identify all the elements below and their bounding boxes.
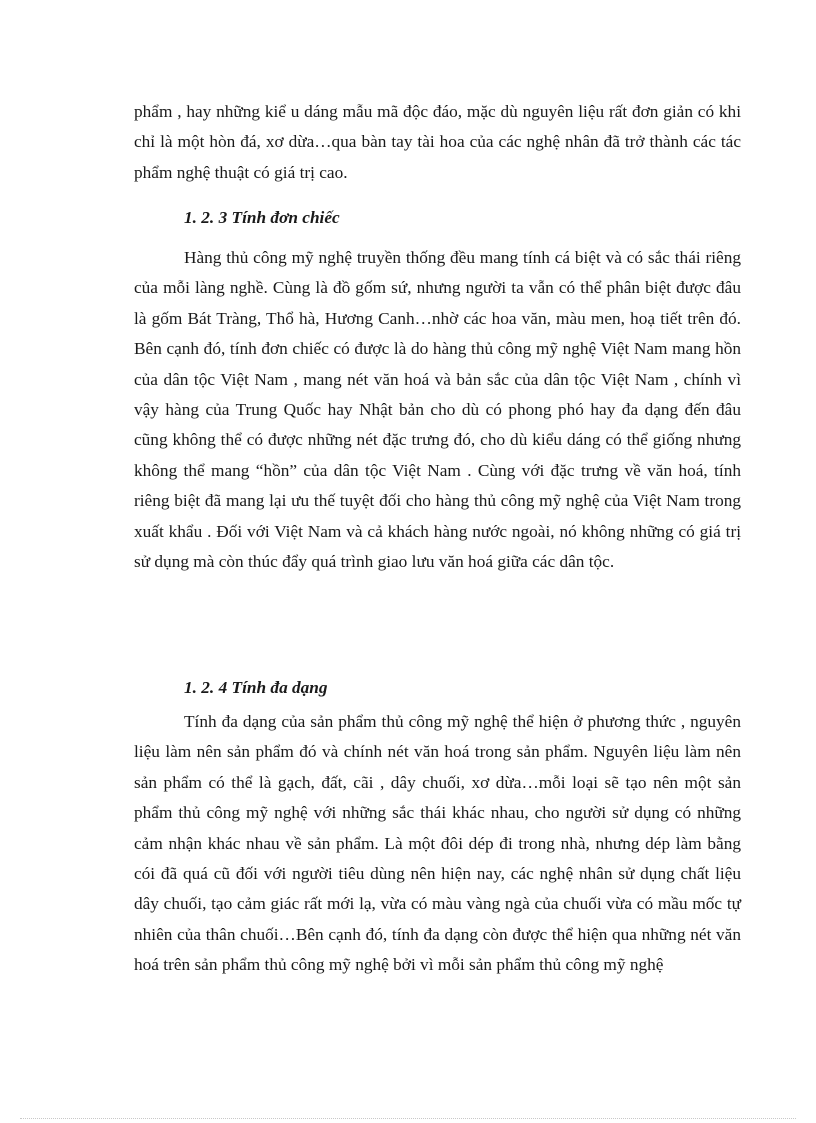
section-heading-1-2-3: 1. 2. 3 Tính đơn chiếc [184, 208, 340, 227]
paragraph-continuation [134, 97, 741, 188]
paragraph-tinh-don-chiec [134, 243, 741, 577]
paragraph-2-text: Hàng thủ công mỹ nghệ truyền thống đều mang tính cá biệt và có sắc thái riêng của mỗi làng nghề. Cùng là đồ gốm sứ, nhưng người ta vẫn có thể phân biệt được đâu là gốm Bát Tràng, Thổ hà, Hương Canh…nhờ các hoa văn, màu men, hoạ tiết trên đó. Bên cạnh đó, tính đơn chiếc có được là do hàng thủ công mỹ nghệ Việt Nam mang hồn của dân tộc Việt Nam , mang nét văn hoá và bản sắc của dân tộc Việt Nam , chính vì vậy hàng của Trung Quốc hay Nhật bản cho dù có phong phó hay đa dạng đến đâu cũng không thể có được những nét đặc trưng đó, cho dù kiểu dáng có thể giống nhưng không thể mang “hồn” của dân tộc Việt Nam . Cùng với đặc trưng về văn hoá, tính riêng biệt đã mang lại ưu thế tuyệt đối cho hàng thủ công mỹ nghệ của Việt Nam trong xuất khẩu . Đối với Việt Nam và cả khách hàng nước ngoài, nó không những có giá trị sử dụng mà còn thúc đẩy quá trình giao lưu văn hoá giữa các dân tộc. [134, 248, 741, 572]
paragraph-tinh-da-dang [134, 707, 741, 981]
page-bottom-divider [20, 1118, 796, 1119]
section-heading-1-2-4: 1. 2. 4 Tính đa dạng [184, 678, 328, 697]
paragraph-3-text: Tính đa dạng của sản phẩm thủ công mỹ nghệ thể hiện ở phương thức , nguyên liệu làm nên sản phẩm đó và chính nét văn hoá trong sản phẩm. Nguyên liệu làm nên sản phẩm có thể là gạch, đất, cãi , dây chuối, xơ dừa…mỗi loại sẽ tạo nên một sản phẩm thủ công mỹ nghệ với những sắc thái khác nhau, cho người sử dụng có những cảm nhận khác nhau về sản phẩm. Là một đôi dép đi trong nhà, nhưng dép làm bằng cói đã quá cũ đối với người tiêu dùng nên hiện nay, các nghệ nhân sử dụng chất liệu dây chuối, tạo cảm giác rất mới lạ, vừa có màu vàng ngà của chuối vừa có mầu mốc tự nhiên của thân chuối…Bên cạnh đó, tính đa dạng còn được thể hiện qua những nét văn hoá trên sản phẩm thủ công mỹ nghệ bởi vì mỗi sản phẩm thủ công mỹ nghệ [134, 712, 741, 975]
paragraph-1-text: phẩm , hay những kiể u dáng mẫu mã độc đáo, mặc dù nguyên liệu rất đơn giản có khi chỉ là một hòn đá, xơ dừa…qua bàn tay tài hoa của các nghệ nhân đã trở thành các tác phẩm nghệ thuật có giá trị cao. [134, 102, 741, 182]
